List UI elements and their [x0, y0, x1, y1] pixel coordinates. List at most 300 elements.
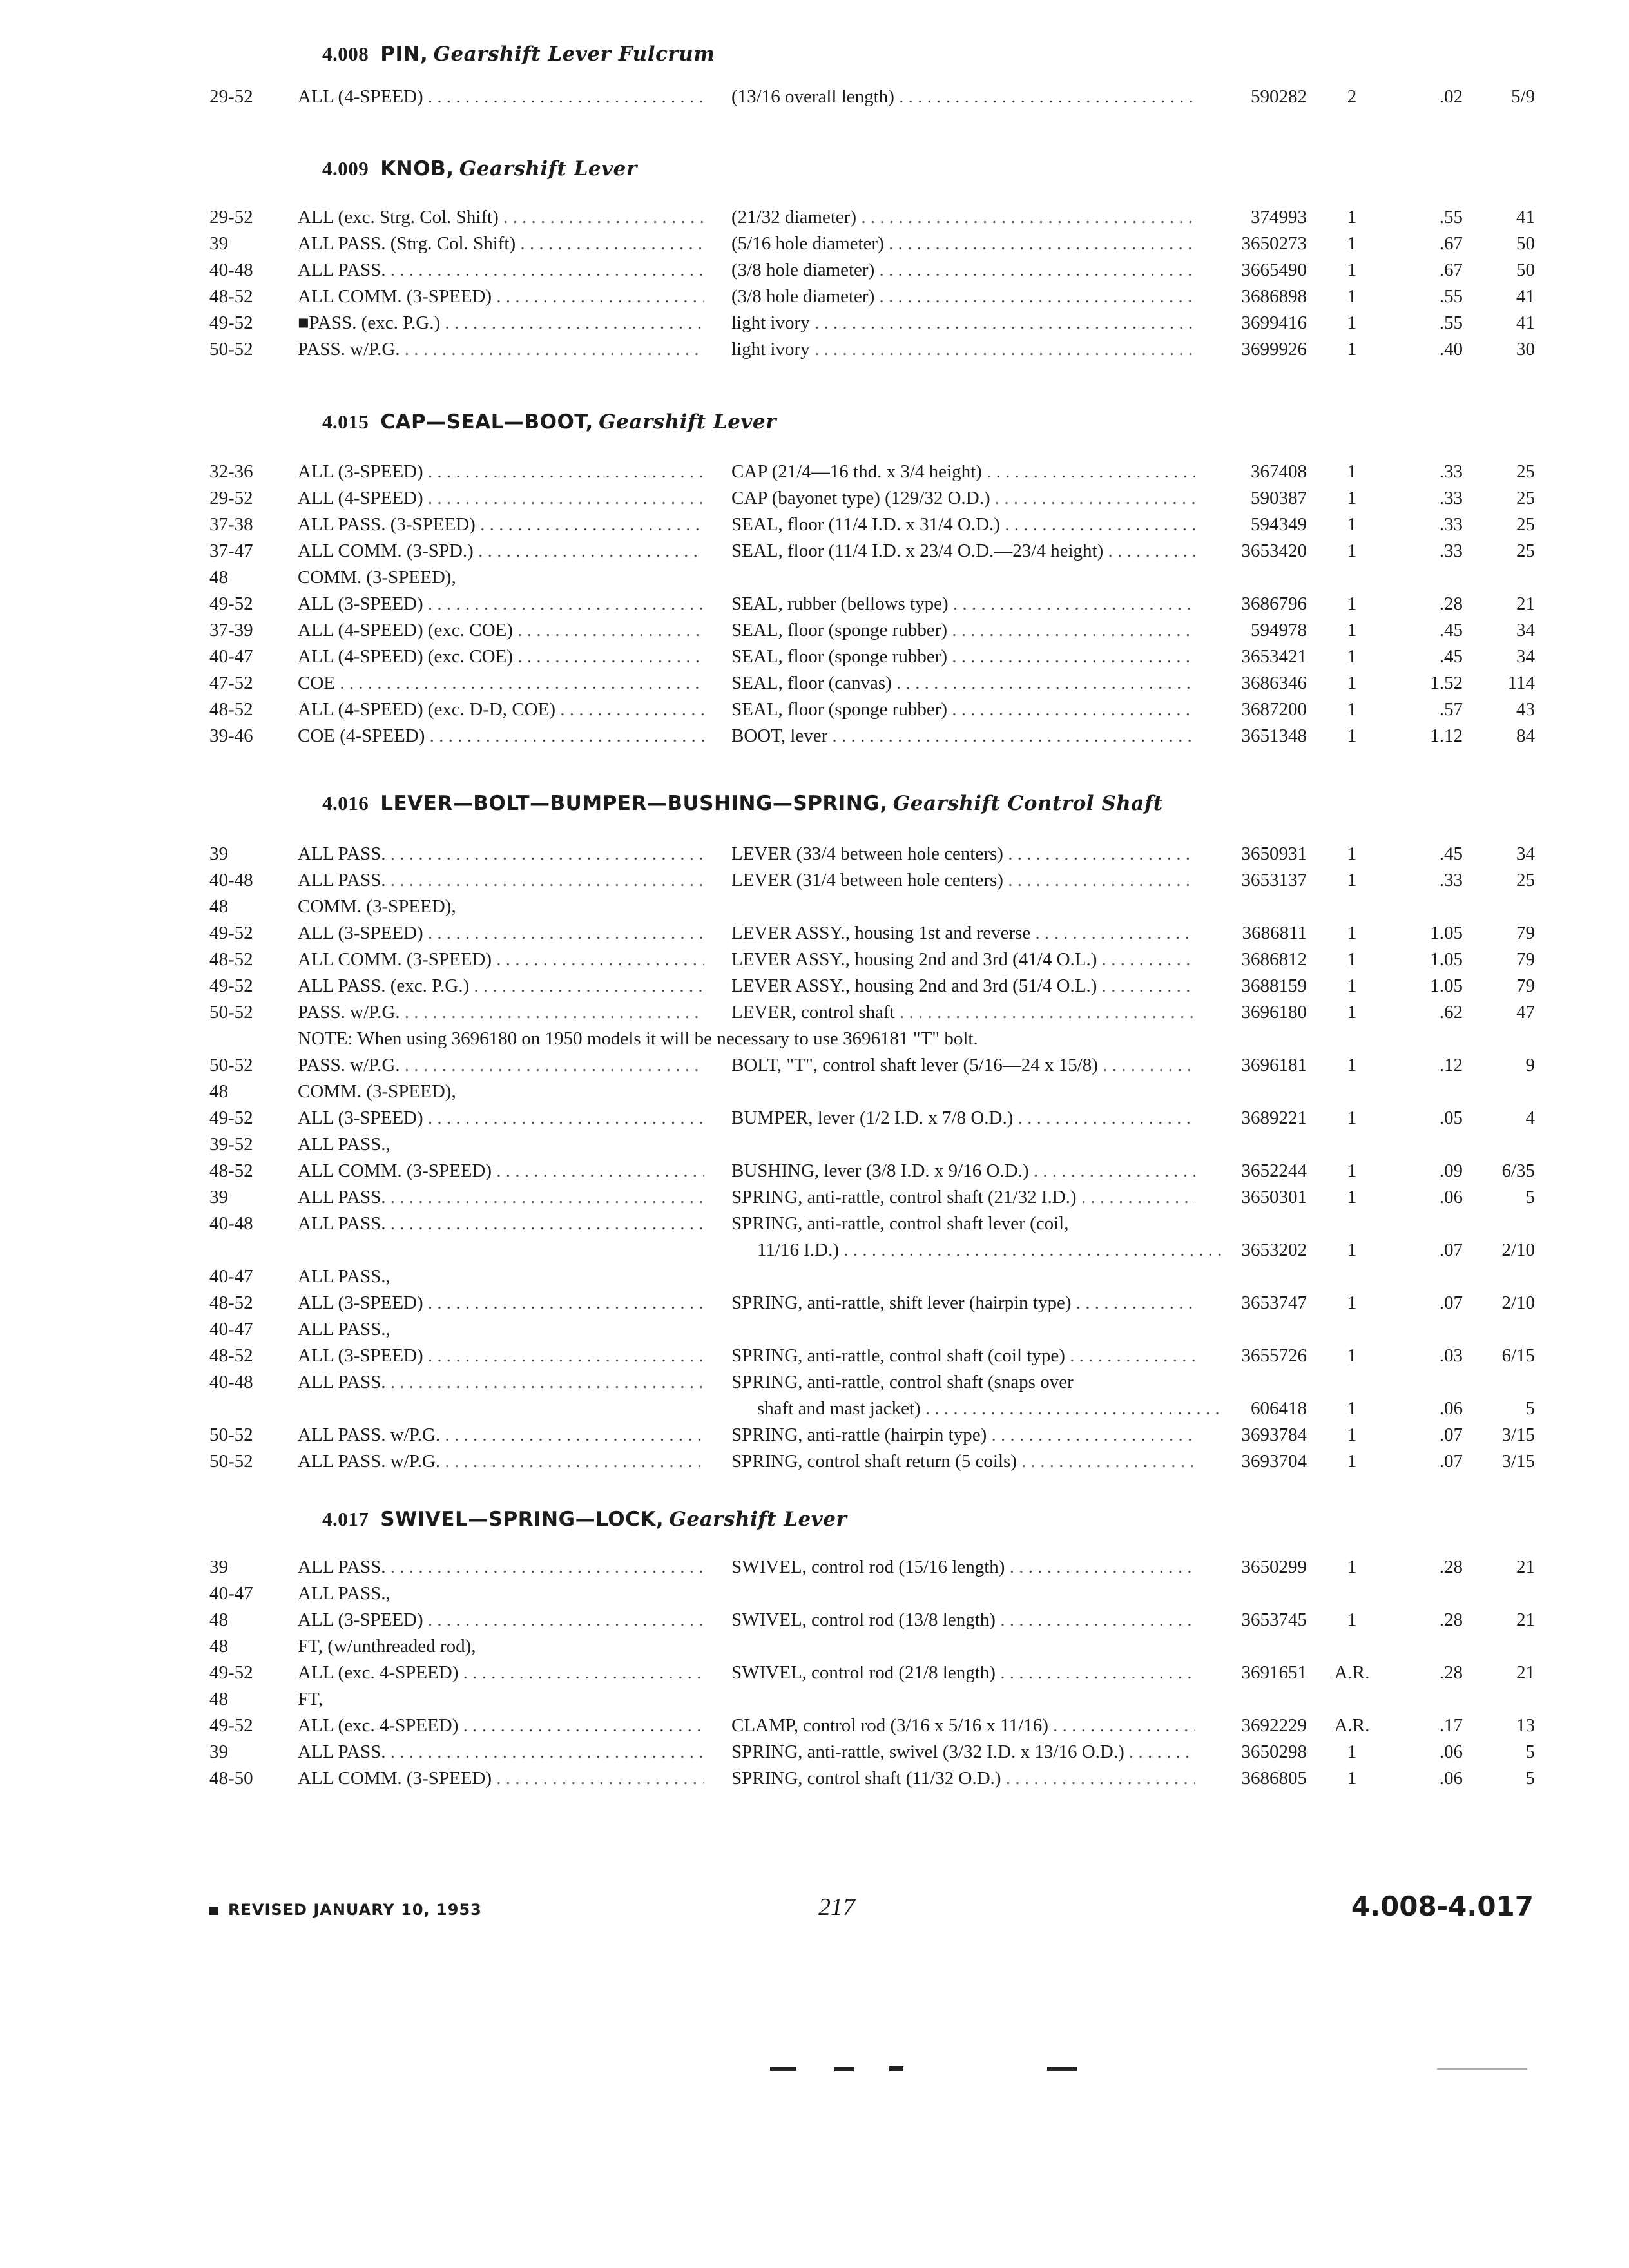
quantity-cell — [1321, 644, 1383, 670]
code-cell-text: 25 — [1516, 461, 1535, 482]
quantity-cell-text: 1 — [1347, 286, 1357, 307]
description-cell-text: SEAL, floor (sponge rubber) — [731, 646, 948, 667]
quantity-cell-text: 1 — [1347, 1293, 1357, 1313]
years-cell-text: 39 — [209, 843, 228, 864]
section-heading — [322, 792, 1163, 815]
section-heading — [322, 410, 776, 434]
description-cell-text: SWIVEL, control rod (13/8 length) — [731, 1610, 996, 1630]
code-cell-text: 25 — [1516, 514, 1535, 535]
description-cell — [731, 644, 1195, 670]
part-number-cell-text: 594978 — [1251, 620, 1307, 640]
years-cell-text: 49-52 — [209, 593, 253, 614]
years-cell-text: 49-52 — [209, 975, 253, 996]
description-cell — [731, 1739, 1195, 1765]
model-cell-text: ALL PASS., — [298, 1319, 390, 1340]
years-cell-text: 29-52 — [209, 207, 253, 227]
quantity-cell-text: 1 — [1347, 461, 1357, 482]
quantity-cell — [1321, 1554, 1383, 1581]
years-cell — [209, 1079, 287, 1105]
code-cell-text: 79 — [1516, 975, 1535, 996]
section-number: 4.008 — [322, 43, 369, 65]
model-cell — [298, 1660, 704, 1686]
model-cell — [298, 1184, 704, 1211]
price-cell — [1395, 644, 1463, 670]
quantity-cell — [1321, 947, 1383, 973]
quantity-cell-text: 1 — [1347, 207, 1357, 227]
section-number: 4.017 — [322, 1508, 369, 1530]
description-cell — [731, 459, 1195, 485]
price-cell — [1395, 84, 1463, 110]
code-cell-text: 4 — [1525, 1108, 1535, 1128]
section-heading — [322, 157, 637, 180]
quantity-cell — [1321, 1660, 1383, 1686]
table-row — [0, 1052, 1629, 1079]
description-cell-text: SPRING, anti-rattle, control shaft (21/32 I.D.) — [731, 1187, 1077, 1207]
model-cell — [298, 1343, 704, 1369]
table-row — [0, 617, 1629, 644]
code-cell-text: 50 — [1516, 233, 1535, 254]
description-cell-text: CAP (21/4—16 thd. x 3/4 height) — [731, 461, 982, 482]
quantity-cell-text: 1 — [1347, 1742, 1357, 1762]
quantity-cell — [1321, 999, 1383, 1026]
description-cell — [731, 204, 1195, 231]
part-number-cell-text: 3653421 — [1241, 646, 1307, 667]
model-cell-text: ALL (4-SPEED) (exc. D-D, COE) — [298, 699, 555, 720]
quantity-cell-text: A.R. — [1334, 1715, 1370, 1736]
quantity-cell — [1321, 1105, 1383, 1131]
price-cell-text: .55 — [1439, 286, 1463, 307]
code-cell — [1463, 1237, 1535, 1264]
price-cell — [1395, 1396, 1463, 1422]
years-cell-text: 40-47 — [209, 1583, 253, 1604]
quantity-cell — [1321, 1237, 1383, 1264]
model-cell-text: ALL (3-SPEED) — [298, 1610, 423, 1630]
price-cell — [1395, 485, 1463, 512]
years-cell — [209, 564, 287, 591]
part-number-cell — [1200, 1607, 1307, 1633]
years-cell-text: 37-47 — [209, 541, 253, 561]
price-cell-text: .62 — [1439, 1002, 1463, 1023]
model-cell-text: ALL (3-SPEED) — [298, 1345, 423, 1366]
table-row — [0, 538, 1629, 564]
table-row — [0, 1739, 1629, 1765]
years-cell — [209, 538, 287, 564]
section-label: CAP—SEAL—BOOT, — [380, 410, 593, 434]
price-cell-text: .12 — [1439, 1055, 1463, 1075]
description-cell-text: SEAL, floor (sponge rubber) — [731, 699, 948, 720]
table-row — [0, 973, 1629, 999]
years-cell-text: 48-52 — [209, 1293, 253, 1313]
part-number-cell-text: 3689221 — [1241, 1108, 1307, 1128]
description-cell-text: LEVER (31/4 between hole centers) — [731, 870, 1003, 890]
part-number-cell-text: 3650301 — [1241, 1187, 1307, 1207]
table-row — [0, 512, 1629, 538]
model-cell — [298, 1316, 704, 1343]
table-row — [0, 1422, 1629, 1448]
section-label: KNOB, — [380, 157, 454, 180]
model-cell — [298, 1686, 704, 1713]
model-cell — [298, 920, 704, 947]
price-cell — [1395, 1765, 1463, 1792]
description-cell-text: (5/16 hole diameter) — [731, 233, 884, 254]
model-cell — [298, 617, 704, 644]
model-cell — [298, 1739, 704, 1765]
price-cell-text: .28 — [1439, 1662, 1463, 1683]
years-cell — [209, 1052, 287, 1079]
years-cell — [209, 723, 287, 749]
quantity-cell — [1321, 284, 1383, 310]
years-cell-text: 37-39 — [209, 620, 253, 640]
quantity-cell-text: 1 — [1347, 975, 1357, 996]
code-cell — [1463, 1396, 1535, 1422]
description-cell-text: SEAL, floor (canvas) — [731, 673, 892, 693]
description-cell-text: LEVER, control shaft — [731, 1002, 895, 1023]
code-cell — [1463, 1448, 1535, 1475]
part-number-cell — [1200, 1422, 1307, 1448]
price-cell-text: .28 — [1439, 1610, 1463, 1630]
part-number-cell-text: 3687200 — [1241, 699, 1307, 720]
code-cell-text: 25 — [1516, 488, 1535, 508]
section-subtitle: Gearshift Lever Fulcrum — [433, 43, 715, 66]
scan-mark — [1047, 2067, 1077, 2071]
quantity-cell-text: 1 — [1347, 312, 1357, 333]
quantity-cell — [1321, 617, 1383, 644]
quantity-cell — [1321, 1739, 1383, 1765]
table-row — [0, 564, 1629, 591]
model-cell-text: ALL PASS. (3-SPEED) — [298, 514, 476, 535]
description-cell-text: CLAMP, control rod (3/16 x 5/16 x 11/16) — [731, 1715, 1048, 1736]
price-cell-text: .17 — [1439, 1715, 1463, 1736]
quantity-cell-text: 1 — [1347, 699, 1357, 720]
part-number-cell — [1200, 999, 1307, 1026]
part-number-cell — [1200, 1660, 1307, 1686]
description-cell-text: BOLT, "T", control shaft lever (5/16—24 x 15/8) — [731, 1055, 1098, 1075]
table-row — [0, 1686, 1629, 1713]
price-cell-text: .57 — [1439, 699, 1463, 720]
table-row — [0, 231, 1629, 257]
description-cell-text: SPRING, anti-rattle, shift lever (hairpin type) — [731, 1293, 1072, 1313]
code-cell — [1463, 459, 1535, 485]
years-cell-text: 40-47 — [209, 1319, 253, 1340]
price-cell-text: .03 — [1439, 1345, 1463, 1366]
model-cell-text: ALL COMM. (3-SPEED) — [298, 1768, 492, 1789]
description-cell — [731, 1448, 1195, 1475]
table-row — [0, 999, 1629, 1026]
table-row — [0, 310, 1629, 336]
part-number-cell — [1200, 973, 1307, 999]
revised-text: REVISED JANUARY 10, 1953 — [228, 1901, 482, 1919]
model-cell-text: ALL PASS. — [298, 843, 386, 864]
quantity-cell — [1321, 670, 1383, 697]
table-row — [0, 1765, 1629, 1792]
part-number-cell — [1200, 670, 1307, 697]
price-cell — [1395, 697, 1463, 723]
description-cell — [731, 1211, 1195, 1237]
part-number-cell-text: 3655726 — [1241, 1345, 1307, 1366]
part-number-cell — [1200, 310, 1307, 336]
price-cell — [1395, 920, 1463, 947]
years-cell — [209, 697, 287, 723]
price-cell — [1395, 947, 1463, 973]
part-number-cell — [1200, 1554, 1307, 1581]
model-cell-text: ALL PASS. w/P.G. — [298, 1451, 441, 1472]
years-cell — [209, 1686, 287, 1713]
quantity-cell — [1321, 1396, 1383, 1422]
years-cell-text: 40-48 — [209, 1372, 253, 1392]
years-cell-text: 48-50 — [209, 1768, 253, 1789]
model-cell — [298, 1581, 704, 1607]
years-cell — [209, 84, 287, 110]
code-cell-text: 34 — [1516, 843, 1535, 864]
section-heading — [322, 43, 715, 66]
code-cell-text: 13 — [1516, 1715, 1535, 1736]
model-cell-text: ALL PASS. — [298, 260, 386, 280]
model-cell — [298, 231, 704, 257]
code-cell-text: 5/9 — [1510, 86, 1535, 107]
price-cell — [1395, 867, 1463, 894]
price-cell-text: .02 — [1439, 86, 1463, 107]
price-cell — [1395, 284, 1463, 310]
page-number: 217 — [818, 1894, 855, 1921]
table-row — [0, 644, 1629, 670]
years-cell — [209, 947, 287, 973]
scan-mark — [889, 2066, 903, 2071]
years-cell — [209, 485, 287, 512]
price-cell — [1395, 1422, 1463, 1448]
part-number-cell — [1200, 459, 1307, 485]
part-number-cell — [1200, 591, 1307, 617]
description-cell-text: SPRING, anti-rattle, swivel (3/32 I.D. x 13/16 O.D.) — [731, 1742, 1124, 1762]
price-cell — [1395, 257, 1463, 284]
years-cell-text: 39 — [209, 1187, 228, 1207]
code-cell-text: 5 — [1525, 1742, 1535, 1762]
code-cell — [1463, 1713, 1535, 1739]
part-number-cell-text: 3686898 — [1241, 286, 1307, 307]
quantity-cell — [1321, 1158, 1383, 1184]
price-cell-text: .28 — [1439, 1557, 1463, 1577]
quantity-cell — [1321, 1765, 1383, 1792]
price-cell — [1395, 1343, 1463, 1369]
code-cell-text: 2/10 — [1501, 1240, 1535, 1260]
price-cell-text: .33 — [1439, 488, 1463, 508]
price-cell — [1395, 1105, 1463, 1131]
table-row — [0, 1079, 1629, 1105]
part-number-cell — [1200, 257, 1307, 284]
code-cell-text: 84 — [1516, 726, 1535, 746]
years-cell-text: 50-52 — [209, 1055, 253, 1075]
part-number-cell-text: 3653747 — [1241, 1293, 1307, 1313]
years-cell — [209, 1448, 287, 1475]
quantity-cell-text: 1 — [1347, 726, 1357, 746]
price-cell — [1395, 1554, 1463, 1581]
price-cell — [1395, 1184, 1463, 1211]
description-cell — [757, 1237, 1221, 1264]
price-cell — [1395, 999, 1463, 1026]
quantity-cell-text: 1 — [1347, 1055, 1357, 1075]
description-cell-text: (3/8 hole diameter) — [731, 260, 875, 280]
years-cell-text: 50-52 — [209, 1451, 253, 1472]
code-cell-text: 5 — [1525, 1187, 1535, 1207]
years-cell — [209, 1765, 287, 1792]
model-cell — [298, 697, 704, 723]
quantity-cell-text: 1 — [1347, 1108, 1357, 1128]
years-cell — [209, 231, 287, 257]
description-cell — [731, 231, 1195, 257]
model-cell-text: ALL PASS. (exc. P.G.) — [298, 975, 470, 996]
code-cell — [1463, 204, 1535, 231]
price-cell-text: .07 — [1439, 1425, 1463, 1445]
part-number-cell — [1200, 1237, 1307, 1264]
table-row — [0, 1316, 1629, 1343]
price-cell-text: .67 — [1439, 260, 1463, 280]
part-number-cell-text: 3692229 — [1241, 1715, 1307, 1736]
code-cell — [1463, 538, 1535, 564]
years-cell — [209, 1264, 287, 1290]
model-cell — [298, 1765, 704, 1792]
description-cell-text: (13/16 overall length) — [731, 86, 894, 107]
code-cell — [1463, 697, 1535, 723]
years-cell — [209, 1660, 287, 1686]
quantity-cell — [1321, 1422, 1383, 1448]
table-row — [0, 1554, 1629, 1581]
price-cell-text: .45 — [1439, 843, 1463, 864]
table-row — [0, 1158, 1629, 1184]
section-subtitle: Gearshift Control Shaft — [892, 792, 1163, 815]
years-cell-text: 48 — [209, 567, 228, 588]
quantity-cell-text: 1 — [1347, 870, 1357, 890]
table-row — [0, 670, 1629, 697]
part-number-cell — [1200, 512, 1307, 538]
description-cell-text: SWIVEL, control rod (15/16 length) — [731, 1557, 1005, 1577]
price-cell — [1395, 538, 1463, 564]
code-cell-text: 43 — [1516, 699, 1535, 720]
price-cell — [1395, 1237, 1463, 1264]
part-number-cell — [1200, 1343, 1307, 1369]
years-cell — [209, 670, 287, 697]
code-cell-text: 41 — [1516, 312, 1535, 333]
description-cell — [731, 1554, 1195, 1581]
code-cell — [1463, 231, 1535, 257]
table-row — [0, 841, 1629, 867]
code-cell — [1463, 1105, 1535, 1131]
years-cell — [209, 591, 287, 617]
model-cell — [298, 1052, 704, 1079]
years-cell — [209, 644, 287, 670]
quantity-cell-text: 1 — [1347, 1557, 1357, 1577]
model-cell — [298, 284, 704, 310]
code-cell-text: 6/15 — [1501, 1345, 1535, 1366]
model-cell — [298, 204, 704, 231]
quantity-cell — [1321, 723, 1383, 749]
years-cell — [209, 310, 287, 336]
quantity-cell — [1321, 512, 1383, 538]
model-cell-text: ALL PASS. — [298, 1742, 386, 1762]
quantity-cell — [1321, 310, 1383, 336]
quantity-cell-text: 1 — [1347, 339, 1357, 360]
price-cell-text: .06 — [1439, 1768, 1463, 1789]
price-cell-text: .33 — [1439, 514, 1463, 535]
years-cell — [209, 1581, 287, 1607]
price-cell-text: .28 — [1439, 593, 1463, 614]
model-cell — [298, 1264, 704, 1290]
revised-bullet-icon — [209, 1907, 218, 1915]
code-cell-text: 47 — [1516, 1002, 1535, 1023]
quantity-cell-text: 1 — [1347, 1425, 1357, 1445]
years-cell-text: 48-52 — [209, 699, 253, 720]
quantity-cell-text: 1 — [1347, 923, 1357, 943]
table-row — [0, 1607, 1629, 1633]
quantity-cell-text: 1 — [1347, 1345, 1357, 1366]
section-label: LEVER—BOLT—BUMPER—BUSHING—SPRING, — [380, 792, 888, 815]
price-cell-text: .45 — [1439, 646, 1463, 667]
model-cell-text: ALL COMM. (3-SPEED) — [298, 286, 492, 307]
part-number-cell-text: 3652244 — [1241, 1160, 1307, 1181]
model-cell — [298, 867, 704, 894]
model-cell-text: ALL PASS. — [298, 1372, 386, 1392]
price-cell-text: .33 — [1439, 541, 1463, 561]
model-cell — [298, 1607, 704, 1633]
price-cell — [1395, 1052, 1463, 1079]
footer-revised — [209, 1901, 482, 1919]
years-cell-text: 49-52 — [209, 923, 253, 943]
years-cell-text: 50-52 — [209, 339, 253, 360]
years-cell-text: 49-52 — [209, 1662, 253, 1683]
model-cell — [298, 336, 704, 363]
years-cell — [209, 257, 287, 284]
years-cell — [209, 1290, 287, 1316]
description-cell — [731, 84, 1195, 110]
quantity-cell — [1321, 973, 1383, 999]
table-row — [0, 1633, 1629, 1660]
code-cell — [1463, 1184, 1535, 1211]
years-cell — [209, 894, 287, 920]
description-cell-text: CAP (bayonet type) (129/32 O.D.) — [731, 488, 990, 508]
description-cell — [731, 1422, 1195, 1448]
model-cell-text: ALL PASS., — [298, 1266, 390, 1287]
years-cell — [209, 617, 287, 644]
years-cell — [209, 867, 287, 894]
years-cell-text: 37-38 — [209, 514, 253, 535]
model-cell-text: ALL COMM. (3-SPD.) — [298, 541, 474, 561]
part-number-cell — [1200, 1765, 1307, 1792]
description-cell — [731, 1105, 1195, 1131]
model-cell-text: ALL COMM. (3-SPEED) — [298, 949, 492, 970]
description-cell-text: 11/16 I.D.) — [757, 1240, 839, 1260]
table-row — [0, 459, 1629, 485]
code-cell-text: 21 — [1516, 1557, 1535, 1577]
model-cell — [298, 1105, 704, 1131]
model-cell-text: COMM. (3-SPEED), — [298, 896, 456, 917]
quantity-cell-text: 1 — [1347, 514, 1357, 535]
description-cell-text: BUSHING, lever (3/8 I.D. x 9/16 O.D.) — [731, 1160, 1029, 1181]
model-cell — [298, 310, 704, 336]
part-number-cell — [1200, 723, 1307, 749]
description-cell — [731, 1765, 1195, 1792]
table-row — [0, 591, 1629, 617]
model-cell — [298, 257, 704, 284]
quantity-cell — [1321, 84, 1383, 110]
section-number: 4.016 — [322, 792, 369, 814]
model-cell-text: ALL PASS. — [298, 1213, 386, 1234]
quantity-cell — [1321, 591, 1383, 617]
description-cell-text: LEVER ASSY., housing 2nd and 3rd (41/4 O.L.) — [731, 949, 1097, 970]
code-cell-text: 2/10 — [1501, 1293, 1535, 1313]
years-cell-text: 39-52 — [209, 1134, 253, 1155]
section-number: 4.015 — [322, 410, 369, 433]
quantity-cell-text: 1 — [1347, 1768, 1357, 1789]
model-cell — [298, 894, 704, 920]
catalog-note: NOTE: When using 3696180 on 1950 models it will be necessary to use 3696181 "T" bolt. — [298, 1028, 978, 1049]
